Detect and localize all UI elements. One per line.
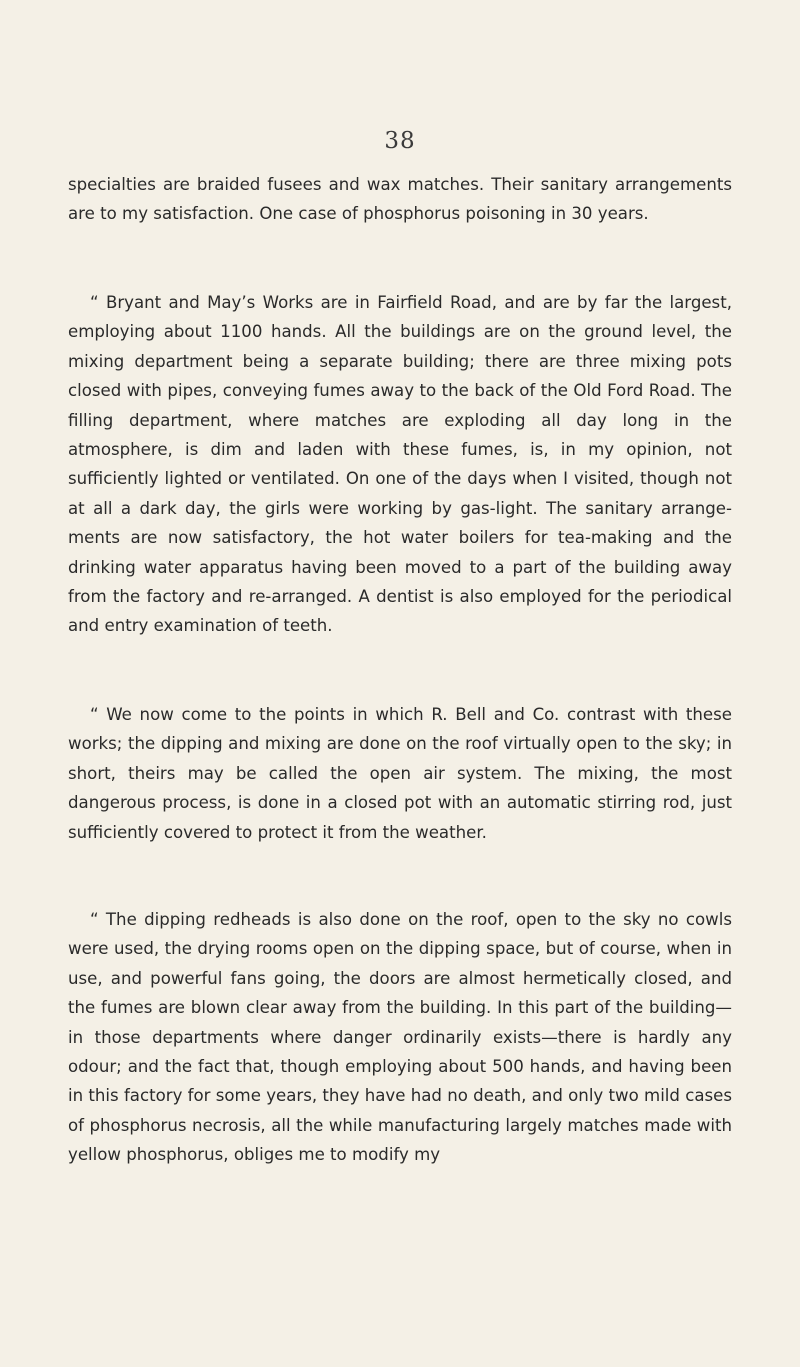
paragraph-dipping-redheads: “ The dipping redheads is also done on the roof, open to the sky no cowls were used, the drying rooms open on the dipping space, but of course, when in use, and powerful fans going, the doors are almost hermetically closed, and the fumes are blown clear away from the building. In this part of the building—in those departments where danger ordinarily exists—there is hardly any odour; and the fact that, though employing about 500 hands, and having been in this factory for some years, they have had no death, and only two mild cases of phosphorus necrosis, all the while manufacturing largely matches made with yellow phosphorus, obliges me to modify my [68, 910, 733, 1165]
paragraph-r-bell-contrast: “ We now come to the points in which R. Bell and Co. contrast with these works; the dipping and mixing are done on the roof virtually open to the sky; in short, theirs may be called the open air system. The mixing, the most dangerous process, is done in a closed pot with an automatic stirring rod, just sufficiently covered to protect it from the weather. [68, 705, 732, 842]
page-number: 38 [384, 128, 416, 154]
paragraph-continuation: specialties are braided fusees and wax matches. Their sanitary arrangements are to my satisfaction. One case of phosphorus poisoning in 30 years. [68, 175, 732, 224]
paragraph-bryant-and-may: “ Bryant and May’s Works are in Fairfield Road, and are by far the largest, employing about 1100 hands. All the buildings are on the ground level, the mixing department being a separate building; there are three mixing pots closed with pipes, conveying fumes away to the back of the Old Ford Road. The filling department, where matches are exploding all day long in the atmosphere, is dim and laden with these fumes, is, in my opinion, not sufficiently lighted or ventilated. On one of the days when I visited, though not at all a dark day, the girls were working by gas-light. The sanitary arrange-ments are now satisfactory, the hot water boilers for tea-making and the drinking water apparatus having been moved to a part of the building away from the factory and re-arranged. A dentist is also employed for the periodical and entry examination of teeth. [68, 293, 732, 636]
